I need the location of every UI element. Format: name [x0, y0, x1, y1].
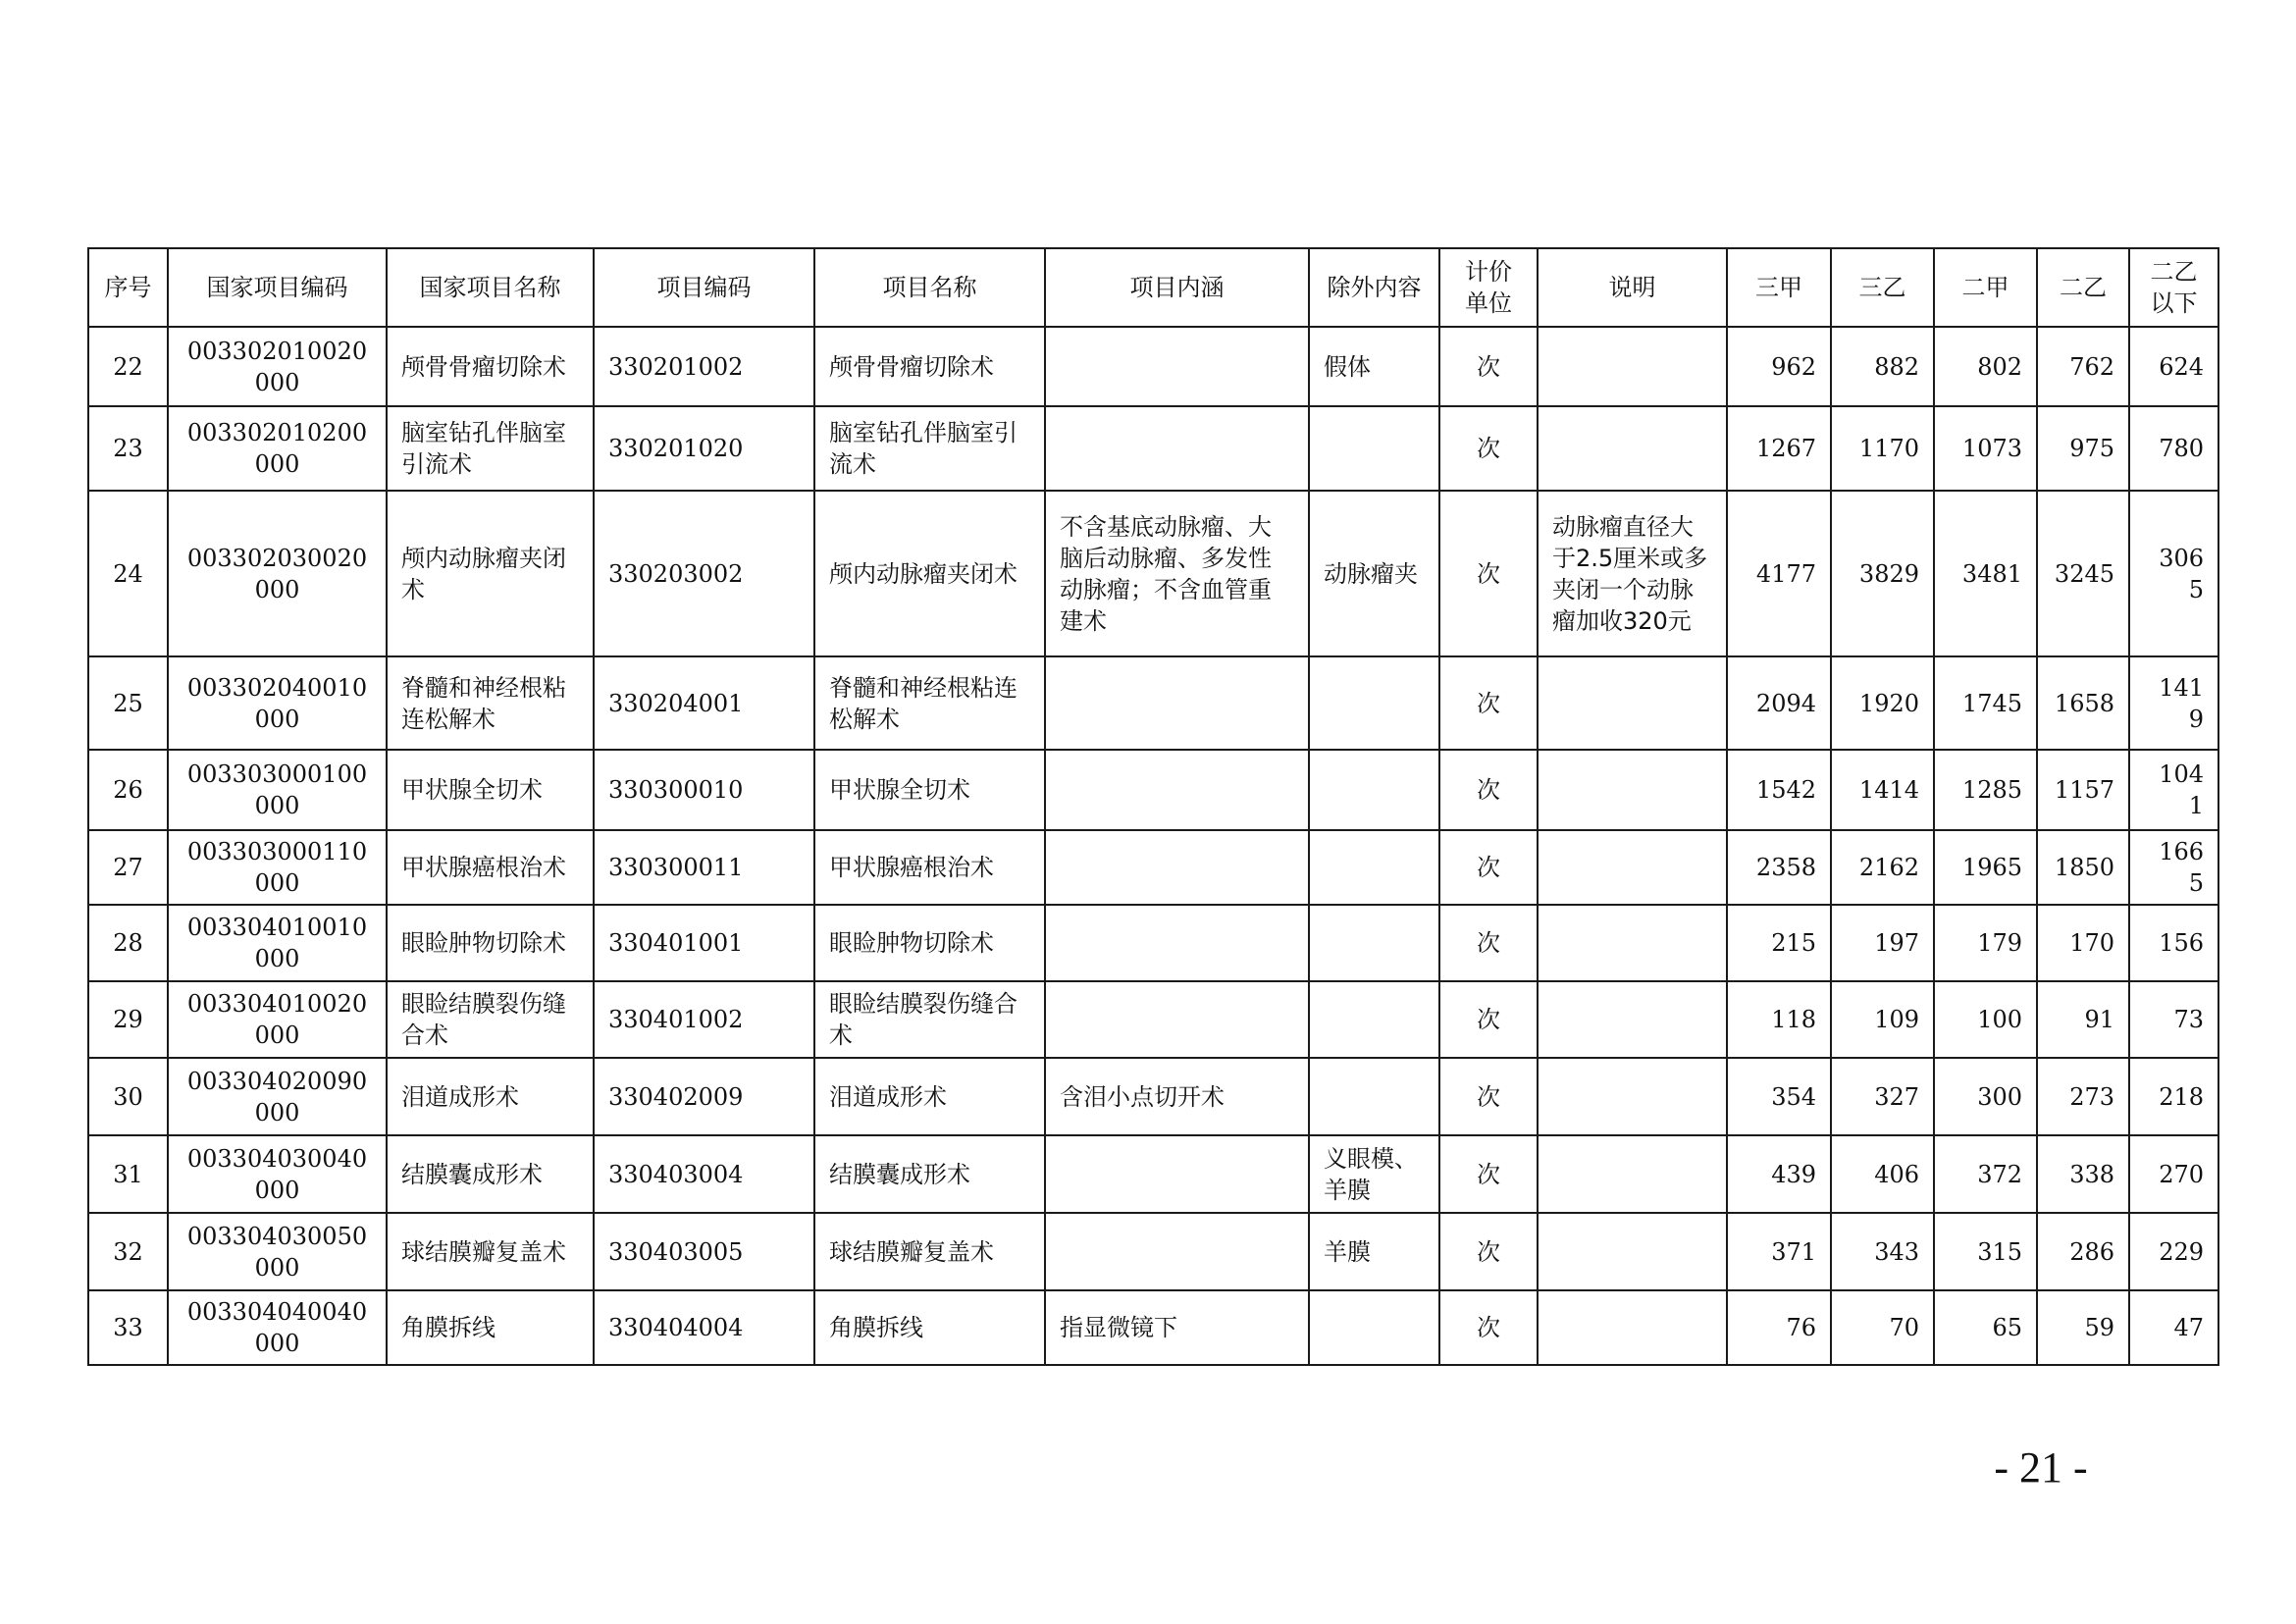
cell-serial: 25	[88, 656, 168, 750]
cell-content: 不含基底动脉瘤、大脑后动脉瘤、多发性动脉瘤；不含血管重建术	[1045, 491, 1309, 656]
cell-price-tier4: 59	[2037, 1290, 2129, 1365]
cell-price-tier1: 76	[1727, 1290, 1831, 1365]
table-row	[88, 905, 2218, 981]
cell-national-code: 003303000100000	[168, 750, 387, 830]
cell-national-code: 003302010200000	[168, 406, 387, 491]
header-cell: 计价单位	[1439, 248, 1538, 327]
cell-national-name: 颅内动脉瘤夹闭术	[387, 491, 594, 656]
cell-unit: 次	[1439, 830, 1538, 905]
cell-national-name: 脑室钻孔伴脑室引流术	[387, 406, 594, 491]
cell-price-tier2: 2162	[1831, 830, 1934, 905]
cell-national-name: 颅骨骨瘤切除术	[387, 327, 594, 406]
cell-notes	[1538, 1135, 1727, 1213]
cell-exclusions: 羊膜	[1309, 1213, 1439, 1290]
cell-item-name: 脑室钻孔伴脑室引流术	[814, 406, 1045, 491]
cell-price-tier2: 197	[1831, 905, 1934, 981]
cell-serial: 30	[88, 1058, 168, 1135]
cell-exclusions	[1309, 981, 1439, 1058]
cell-serial: 24	[88, 491, 168, 656]
table-row	[88, 656, 2218, 750]
cell-item-name: 颅内动脉瘤夹闭术	[814, 491, 1045, 656]
cell-national-code: 003304030050000	[168, 1213, 387, 1290]
cell-unit: 次	[1439, 327, 1538, 406]
cell-price-tier4: 3245	[2037, 491, 2129, 656]
cell-content	[1045, 406, 1309, 491]
cell-unit: 次	[1439, 981, 1538, 1058]
cell-item-name: 角膜拆线	[814, 1290, 1045, 1365]
cell-item-name: 眼睑结膜裂伤缝合术	[814, 981, 1045, 1058]
cell-serial: 27	[88, 830, 168, 905]
table-row	[88, 830, 2218, 905]
cell-price-tier3: 1745	[1934, 656, 2037, 750]
cell-price-tier5: 270	[2129, 1135, 2218, 1213]
table-row	[88, 1058, 2218, 1135]
cell-content	[1045, 1135, 1309, 1213]
cell-price-tier3: 1285	[1934, 750, 2037, 830]
header-cell: 项目名称	[814, 248, 1045, 327]
cell-price-tier3: 179	[1934, 905, 2037, 981]
cell-exclusions: 动脉瘤夹	[1309, 491, 1439, 656]
cell-notes	[1538, 1290, 1727, 1365]
cell-national-code: 003304020090000	[168, 1058, 387, 1135]
cell-item-name: 结膜囊成形术	[814, 1135, 1045, 1213]
cell-item-name: 眼睑肿物切除术	[814, 905, 1045, 981]
cell-item-code: 330401001	[594, 905, 814, 981]
cell-notes	[1538, 1213, 1727, 1290]
cell-price-tier1: 118	[1727, 981, 1831, 1058]
cell-content	[1045, 327, 1309, 406]
cell-exclusions: 义眼模、羊膜	[1309, 1135, 1439, 1213]
cell-item-code: 330201020	[594, 406, 814, 491]
cell-price-tier3: 1965	[1934, 830, 2037, 905]
cell-price-tier3: 802	[1934, 327, 2037, 406]
cell-notes: 动脉瘤直径大于2.5厘米或多夹闭一个动脉瘤加收320元	[1538, 491, 1727, 656]
cell-price-tier2: 327	[1831, 1058, 1934, 1135]
cell-unit: 次	[1439, 1213, 1538, 1290]
cell-notes	[1538, 981, 1727, 1058]
table-row	[88, 1213, 2218, 1290]
cell-item-code: 330404004	[594, 1290, 814, 1365]
cell-national-name: 结膜囊成形术	[387, 1135, 594, 1213]
cell-notes	[1538, 905, 1727, 981]
cell-content	[1045, 1213, 1309, 1290]
cell-unit: 次	[1439, 750, 1538, 830]
header-cell: 项目内涵	[1045, 248, 1309, 327]
cell-price-tier2: 1920	[1831, 656, 1934, 750]
cell-national-name: 角膜拆线	[387, 1290, 594, 1365]
header-cell: 项目编码	[594, 248, 814, 327]
cell-serial: 23	[88, 406, 168, 491]
cell-national-name: 眼睑肿物切除术	[387, 905, 594, 981]
cell-item-code: 330300010	[594, 750, 814, 830]
cell-exclusions	[1309, 406, 1439, 491]
cell-price-tier3: 300	[1934, 1058, 2037, 1135]
table-row	[88, 327, 2218, 406]
cell-item-code: 330300011	[594, 830, 814, 905]
cell-price-tier5: 218	[2129, 1058, 2218, 1135]
cell-serial: 29	[88, 981, 168, 1058]
cell-content	[1045, 830, 1309, 905]
cell-price-tier2: 343	[1831, 1213, 1934, 1290]
cell-serial: 31	[88, 1135, 168, 1213]
table-row	[88, 1135, 2218, 1213]
cell-serial: 26	[88, 750, 168, 830]
cell-price-tier4: 338	[2037, 1135, 2129, 1213]
header-cell: 二甲	[1934, 248, 2037, 327]
cell-content	[1045, 656, 1309, 750]
cell-national-name: 脊髓和神经根粘连松解术	[387, 656, 594, 750]
cell-price-tier4: 170	[2037, 905, 2129, 981]
cell-item-name: 颅骨骨瘤切除术	[814, 327, 1045, 406]
header-cell: 二乙以下	[2129, 248, 2218, 327]
cell-price-tier3: 65	[1934, 1290, 2037, 1365]
cell-exclusions: 假体	[1309, 327, 1439, 406]
cell-item-code: 330403004	[594, 1135, 814, 1213]
cell-price-tier5: 3065	[2129, 491, 2218, 656]
header-cell: 除外内容	[1309, 248, 1439, 327]
cell-price-tier2: 70	[1831, 1290, 1934, 1365]
cell-price-tier5: 47	[2129, 1290, 2218, 1365]
cell-serial: 22	[88, 327, 168, 406]
cell-price-tier4: 1157	[2037, 750, 2129, 830]
cell-exclusions	[1309, 656, 1439, 750]
cell-content	[1045, 981, 1309, 1058]
header-cell: 三乙	[1831, 248, 1934, 327]
cell-national-code: 003304030040000	[168, 1135, 387, 1213]
cell-price-tier2: 109	[1831, 981, 1934, 1058]
cell-serial: 33	[88, 1290, 168, 1365]
cell-unit: 次	[1439, 491, 1538, 656]
cell-item-name: 甲状腺全切术	[814, 750, 1045, 830]
cell-price-tier1: 1542	[1727, 750, 1831, 830]
cell-notes	[1538, 656, 1727, 750]
cell-price-tier4: 286	[2037, 1213, 2129, 1290]
cell-unit: 次	[1439, 1058, 1538, 1135]
table-row	[88, 981, 2218, 1058]
cell-content	[1045, 905, 1309, 981]
cell-national-code: 003304010020000	[168, 981, 387, 1058]
cell-price-tier3: 1073	[1934, 406, 2037, 491]
cell-price-tier5: 1665	[2129, 830, 2218, 905]
cell-national-name: 眼睑结膜裂伤缝合术	[387, 981, 594, 1058]
cell-price-tier4: 1850	[2037, 830, 2129, 905]
cell-price-tier3: 100	[1934, 981, 2037, 1058]
cell-exclusions	[1309, 830, 1439, 905]
cell-national-name: 甲状腺全切术	[387, 750, 594, 830]
cell-price-tier4: 762	[2037, 327, 2129, 406]
cell-exclusions	[1309, 750, 1439, 830]
cell-price-tier1: 962	[1727, 327, 1831, 406]
cell-price-tier4: 91	[2037, 981, 2129, 1058]
cell-item-code: 330203002	[594, 491, 814, 656]
cell-price-tier2: 1414	[1831, 750, 1934, 830]
cell-serial: 28	[88, 905, 168, 981]
cell-price-tier4: 1658	[2037, 656, 2129, 750]
cell-unit: 次	[1439, 1290, 1538, 1365]
cell-exclusions	[1309, 905, 1439, 981]
cell-item-name: 脊髓和神经根粘连松解术	[814, 656, 1045, 750]
cell-national-code: 003302030020000	[168, 491, 387, 656]
header-cell: 序号	[88, 248, 168, 327]
header-row	[88, 248, 2218, 327]
cell-price-tier1: 439	[1727, 1135, 1831, 1213]
header-cell: 国家项目编码	[168, 248, 387, 327]
cell-notes	[1538, 750, 1727, 830]
price-table	[87, 247, 2219, 1366]
cell-item-name: 泪道成形术	[814, 1058, 1045, 1135]
cell-price-tier4: 273	[2037, 1058, 2129, 1135]
cell-price-tier5: 780	[2129, 406, 2218, 491]
cell-price-tier1: 215	[1727, 905, 1831, 981]
header-cell: 国家项目名称	[387, 248, 594, 327]
cell-national-code: 003304040040000	[168, 1290, 387, 1365]
cell-national-name: 泪道成形术	[387, 1058, 594, 1135]
cell-national-code: 003303000110000	[168, 830, 387, 905]
cell-notes	[1538, 327, 1727, 406]
cell-item-name: 球结膜瓣复盖术	[814, 1213, 1045, 1290]
cell-national-name: 甲状腺癌根治术	[387, 830, 594, 905]
cell-price-tier2: 1170	[1831, 406, 1934, 491]
cell-notes	[1538, 830, 1727, 905]
cell-unit: 次	[1439, 905, 1538, 981]
table-row	[88, 491, 2218, 656]
cell-item-code: 330402009	[594, 1058, 814, 1135]
header-cell: 二乙	[2037, 248, 2129, 327]
cell-item-name: 甲状腺癌根治术	[814, 830, 1045, 905]
cell-price-tier5: 156	[2129, 905, 2218, 981]
cell-price-tier3: 3481	[1934, 491, 2037, 656]
cell-price-tier5: 624	[2129, 327, 2218, 406]
cell-notes	[1538, 1058, 1727, 1135]
cell-item-code: 330401002	[594, 981, 814, 1058]
table-row	[88, 406, 2218, 491]
cell-content: 含泪小点切开术	[1045, 1058, 1309, 1135]
cell-price-tier3: 315	[1934, 1213, 2037, 1290]
cell-price-tier4: 975	[2037, 406, 2129, 491]
cell-unit: 次	[1439, 656, 1538, 750]
cell-price-tier5: 1419	[2129, 656, 2218, 750]
cell-exclusions	[1309, 1290, 1439, 1365]
cell-price-tier5: 73	[2129, 981, 2218, 1058]
header-cell: 三甲	[1727, 248, 1831, 327]
cell-price-tier1: 354	[1727, 1058, 1831, 1135]
cell-content	[1045, 750, 1309, 830]
cell-price-tier1: 2094	[1727, 656, 1831, 750]
cell-price-tier1: 4177	[1727, 491, 1831, 656]
cell-unit: 次	[1439, 406, 1538, 491]
cell-unit: 次	[1439, 1135, 1538, 1213]
cell-serial: 32	[88, 1213, 168, 1290]
cell-price-tier5: 229	[2129, 1213, 2218, 1290]
cell-price-tier1: 2358	[1727, 830, 1831, 905]
cell-item-code: 330201002	[594, 327, 814, 406]
cell-item-code: 330403005	[594, 1213, 814, 1290]
cell-exclusions	[1309, 1058, 1439, 1135]
cell-national-code: 003302040010000	[168, 656, 387, 750]
table-row	[88, 750, 2218, 830]
cell-item-code: 330204001	[594, 656, 814, 750]
cell-price-tier2: 406	[1831, 1135, 1934, 1213]
cell-price-tier1: 371	[1727, 1213, 1831, 1290]
cell-price-tier5: 1041	[2129, 750, 2218, 830]
cell-price-tier2: 3829	[1831, 491, 1934, 656]
cell-national-code: 003302010020000	[168, 327, 387, 406]
header-cell: 说明	[1538, 248, 1727, 327]
cell-price-tier1: 1267	[1727, 406, 1831, 491]
cell-national-code: 003304010010000	[168, 905, 387, 981]
table-row	[88, 1290, 2218, 1365]
page-number: - 21 -	[1994, 1443, 2088, 1492]
cell-content: 指显微镜下	[1045, 1290, 1309, 1365]
cell-price-tier3: 372	[1934, 1135, 2037, 1213]
cell-national-name: 球结膜瓣复盖术	[387, 1213, 594, 1290]
cell-notes	[1538, 406, 1727, 491]
cell-price-tier2: 882	[1831, 327, 1934, 406]
